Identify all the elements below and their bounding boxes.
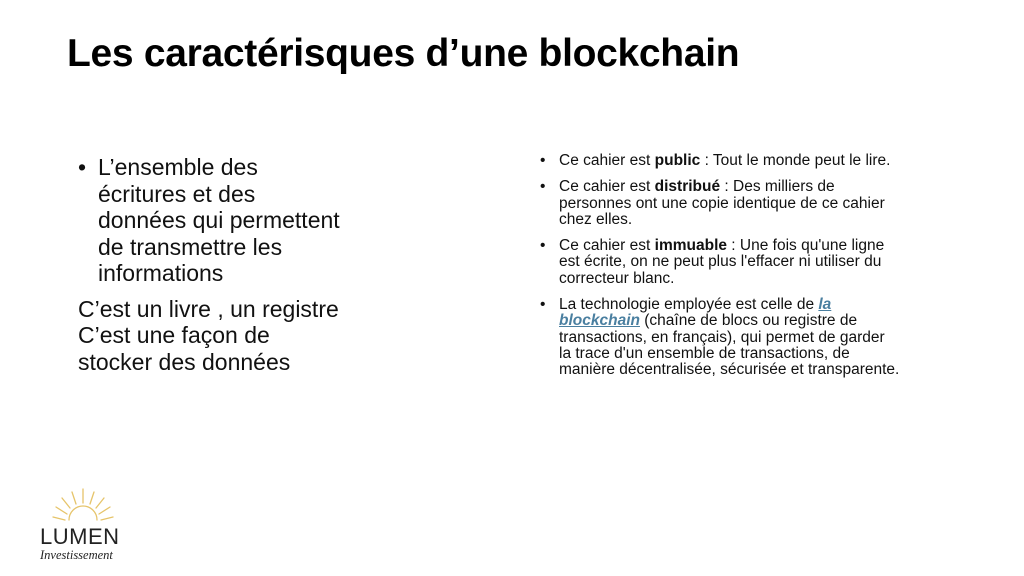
- logo-name: LUMEN: [40, 524, 120, 549]
- logo-subtitle: Investissement: [40, 548, 113, 562]
- item-keyword: public: [654, 152, 701, 169]
- left-bullet-text: L’ensemble des écritures et des données qui permettent de transmettre les informations: [98, 154, 340, 286]
- left-bullet-list: [78, 154, 348, 287]
- left-bullet-item: [78, 154, 348, 287]
- bullet-icon: •: [540, 237, 546, 255]
- right-bullet-item-public: [540, 153, 900, 169]
- item-suffix: : Tout le monde peut le lire.: [700, 152, 891, 169]
- right-bullet-item-technology: [540, 297, 900, 378]
- right-bullet-list: [540, 153, 900, 379]
- item-suffix: : Des milliers de personnes ont une copie identique de ce cahier chez elles.: [559, 178, 885, 228]
- bullet-icon: •: [540, 296, 546, 314]
- sun-rays-icon: [52, 486, 114, 522]
- item-keyword: distribué: [654, 178, 721, 196]
- item-prefix: Ce cahier est: [559, 178, 655, 196]
- slide-title: Les caractérisques d’une blockchain: [67, 32, 740, 75]
- lumen-logo: [38, 486, 128, 566]
- item-suffix: (chaîne de blocs ou registre de transactions, en français), qui permet de garder la trace d'un ensemble de transactions, de manière décentralisée, sécurisée et transparente.: [559, 312, 900, 379]
- item-prefix: Ce cahier est: [559, 152, 655, 169]
- bullet-icon: •: [540, 178, 546, 196]
- item-keyword: immuable: [654, 237, 727, 255]
- item-prefix: La technologie employée est celle de: [559, 296, 819, 314]
- bullet-icon: •: [78, 154, 87, 180]
- bullet-icon: •: [540, 152, 546, 169]
- right-bullet-item-distributed: [540, 179, 900, 228]
- item-prefix: Ce cahier est: [559, 237, 655, 255]
- right-column: [540, 153, 900, 389]
- item-suffix: : Une fois qu'une ligne est écrite, on ne peut plus l'effacer ni utiliser du correcteur blanc.: [559, 237, 885, 287]
- left-column: [78, 154, 348, 375]
- left-paragraph: C’est un livre , un registre C’est une façon de stocker des données: [78, 295, 339, 375]
- right-bullet-item-immutable: [540, 238, 900, 287]
- blockchain-link[interactable]: la blockchain: [559, 296, 832, 330]
